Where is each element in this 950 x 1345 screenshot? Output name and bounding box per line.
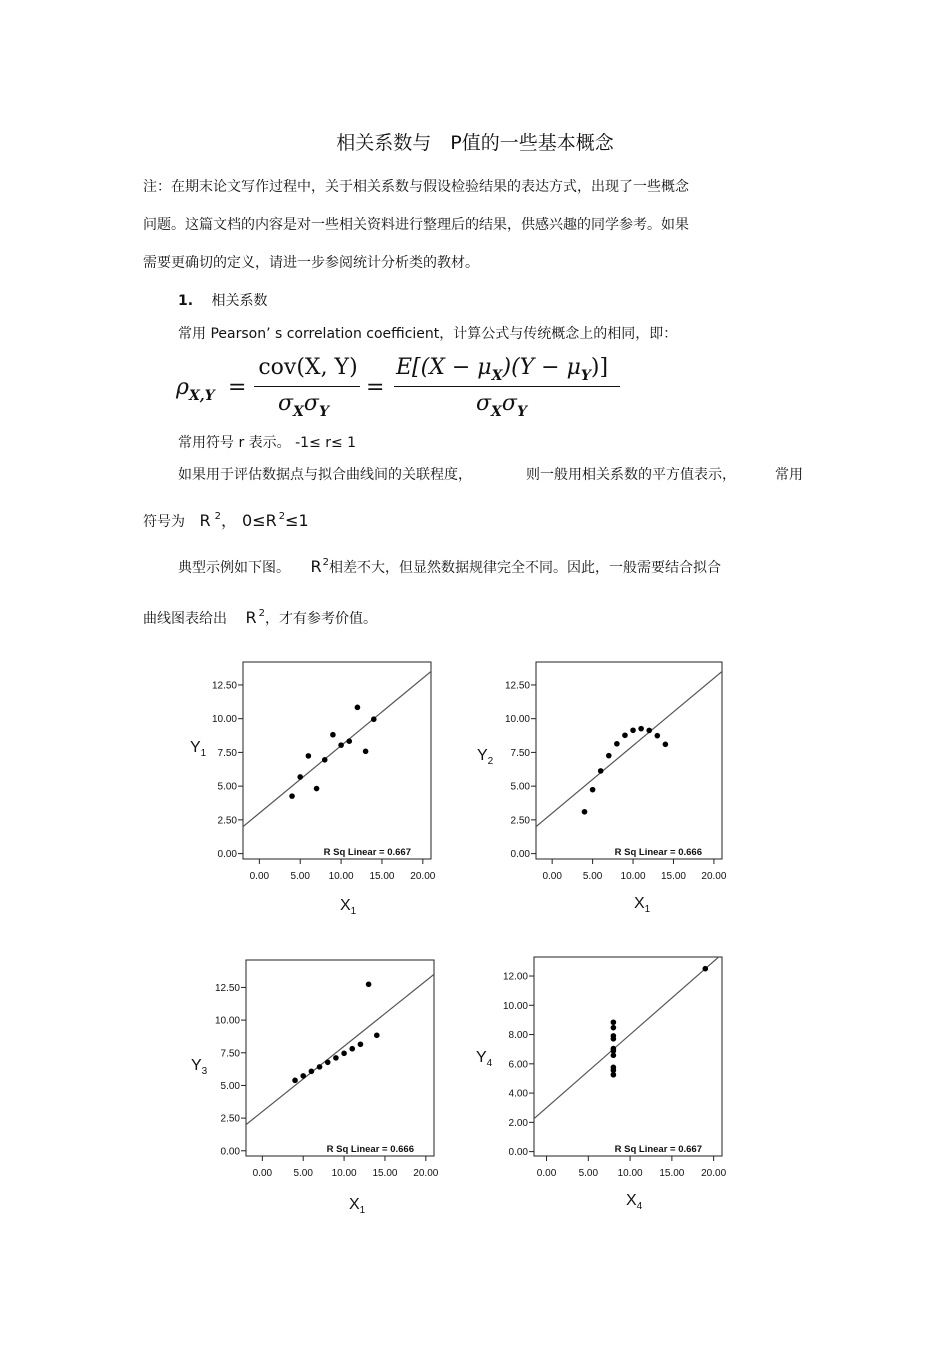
data-point <box>582 809 588 815</box>
y-tick-label: 2.50 <box>220 1113 240 1125</box>
data-point <box>611 1025 617 1031</box>
data-point <box>611 1033 617 1039</box>
y-tick-label: 5.00 <box>217 781 237 793</box>
data-point <box>333 1055 339 1061</box>
r2-symbol-line: 符号为 R $^2$， 0≤R $^2$≤1 <box>143 511 309 530</box>
data-point <box>646 728 652 734</box>
data-point <box>630 727 636 733</box>
x-tick-label: 10.00 <box>328 871 354 882</box>
data-point <box>338 742 344 748</box>
y-tick-label: 5.00 <box>220 1080 240 1092</box>
data-point <box>358 1041 364 1047</box>
data-point <box>655 733 661 739</box>
data-point <box>374 1032 380 1038</box>
y-tick-label: 12.50 <box>504 680 530 692</box>
y-tick-label: 8.00 <box>508 1030 528 1042</box>
data-point <box>611 1065 617 1071</box>
x-tick-label: 5.00 <box>582 871 603 882</box>
plot-frame <box>536 662 722 859</box>
y-tick-label: 12.00 <box>502 971 528 983</box>
data-point <box>346 738 352 744</box>
x-axis-label: $X_1$ <box>634 895 651 915</box>
r-sq-annotation: R Sq Linear = 0.666 <box>614 847 702 858</box>
y-tick-label: 12.50 <box>211 680 237 692</box>
data-point <box>622 732 628 738</box>
curve-line: 曲线图表给出 R $^2$，才有参考价值。 <box>143 608 377 627</box>
formula-eq-2: = <box>366 375 385 400</box>
y-tick-label: 12.50 <box>214 982 240 994</box>
data-point <box>611 1019 617 1025</box>
x-tick-label: 10.00 <box>620 871 646 882</box>
x-tick-label: 15.00 <box>659 1168 685 1179</box>
formula-eq-1: = <box>228 375 247 400</box>
symbol-line: 常用符号 r 表示。 -1≤ r≤ 1 <box>178 435 357 451</box>
data-point <box>309 1069 315 1075</box>
scatter-chart-3 <box>191 960 439 1216</box>
y-axis-label: $Y_4$ <box>476 1049 493 1069</box>
y-axis-label: $Y_3$ <box>191 1057 208 1077</box>
y-tick-label: 5.00 <box>510 781 530 793</box>
y-tick-label: 0.00 <box>217 849 237 861</box>
example-line: 典型示例如下图。 $R^2$相差不大，但显然数据规律完全不同。因此，一般需要结合拟合 <box>178 557 721 576</box>
intro-line: 常用 Pearson’ s correlation coefficient，计算公式与传统概念上的相同，即： <box>178 326 678 342</box>
formula-den-1: $\sigma_X\sigma_Y$ <box>278 391 329 420</box>
x-tick-label: 5.00 <box>290 871 310 882</box>
data-point <box>297 774 303 780</box>
y-tick-label: 4.00 <box>508 1088 528 1100</box>
y-tick-label: 0.00 <box>508 1147 528 1159</box>
fit-line-a: 如果用于评估数据点与拟合曲线间的关联程度， <box>178 467 472 483</box>
x-tick-label: 10.00 <box>617 1168 643 1179</box>
x-tick-label: 0.00 <box>249 871 270 882</box>
x-axis-label: $X_1$ <box>340 897 357 917</box>
data-point <box>366 982 372 988</box>
y-axis-label: $Y_2$ <box>477 747 494 767</box>
data-point <box>355 705 361 711</box>
x-tick-label: 5.00 <box>293 1168 313 1179</box>
section-number: 1. <box>178 293 194 309</box>
y-tick-label: 10.00 <box>214 1015 240 1027</box>
x-tick-label: 20.00 <box>410 871 436 882</box>
x-tick-label: 15.00 <box>372 1168 398 1179</box>
formula-num-1: cov(X, Y) <box>258 355 358 380</box>
data-point <box>611 1046 617 1052</box>
r-sq-annotation: R Sq Linear = 0.666 <box>326 1144 414 1155</box>
y-tick-label: 2.00 <box>508 1117 528 1129</box>
data-point <box>638 726 644 732</box>
section-title: 相关系数 <box>211 293 268 309</box>
x-tick-label: 20.00 <box>701 871 727 882</box>
y-tick-label: 10.00 <box>504 714 530 726</box>
plot-frame <box>534 957 722 1156</box>
x-tick-label: 0.00 <box>536 1168 557 1179</box>
data-point <box>702 966 708 972</box>
x-tick-label: 15.00 <box>660 871 686 882</box>
x-tick-label: 5.00 <box>578 1168 599 1179</box>
x-tick-label: 15.00 <box>369 871 395 882</box>
data-point <box>341 1050 347 1056</box>
data-point <box>325 1060 331 1066</box>
x-tick-label: 20.00 <box>701 1168 727 1179</box>
x-tick-label: 20.00 <box>413 1168 439 1179</box>
x-axis-label: $X_4$ <box>626 1192 643 1212</box>
y-tick-label: 10.00 <box>211 714 237 726</box>
r-sq-annotation: R Sq Linear = 0.667 <box>323 847 411 858</box>
page-title: 相关系数与 P值的一些基本概念 <box>336 132 614 154</box>
data-point <box>349 1046 355 1052</box>
y-tick-label: 0.00 <box>220 1146 240 1158</box>
data-point <box>663 742 669 748</box>
y-tick-label: 7.50 <box>220 1048 240 1060</box>
data-point <box>300 1073 306 1079</box>
data-point <box>598 768 604 774</box>
plot-frame <box>243 662 431 859</box>
note-line-3: 需要更确切的定义，请进一步参阅统计分析类的教材。 <box>143 255 479 271</box>
y-tick-label: 0.00 <box>510 849 530 861</box>
data-point <box>330 732 336 738</box>
y-tick-label: 2.50 <box>510 815 530 827</box>
x-tick-label: 0.00 <box>542 871 562 882</box>
x-axis-label: $X_1$ <box>349 1196 366 1216</box>
fit-line-c: 常用 <box>775 467 803 483</box>
data-point <box>306 753 312 759</box>
fit-line-b: 则一般用相关系数的平方值表示， <box>526 467 736 483</box>
data-point <box>322 757 328 763</box>
y-tick-label: 7.50 <box>217 747 237 759</box>
y-axis-label: $Y_1$ <box>190 739 207 759</box>
data-point <box>314 786 320 792</box>
data-point <box>289 793 295 799</box>
scatter-chart-2 <box>477 662 727 915</box>
formula-num-2: $E[(X - \mu_X)(Y - \mu_Y)]$ <box>396 355 609 384</box>
scatter-chart-4 <box>476 954 727 1212</box>
data-point <box>317 1064 323 1070</box>
data-point <box>590 787 596 793</box>
note-line-1: 注：在期末论文写作过程中，关于相关系数与假设检验结果的表达方式，出现了一些概念 <box>143 179 689 195</box>
data-point <box>363 749 369 755</box>
note-line-2: 问题。这篇文档的内容是对一些相关资料进行整理后的结果，供感兴趣的同学参考。如果 <box>143 217 689 233</box>
y-tick-label: 10.00 <box>502 1000 528 1012</box>
data-point <box>606 753 612 759</box>
plot-frame <box>246 960 434 1156</box>
data-point <box>614 741 620 747</box>
x-tick-label: 0.00 <box>252 1168 273 1179</box>
r-sq-annotation: R Sq Linear = 0.667 <box>614 1144 702 1155</box>
data-point <box>292 1078 298 1084</box>
y-tick-label: 2.50 <box>217 815 237 827</box>
data-point <box>371 716 377 722</box>
formula-den-2: $\sigma_X\sigma_Y$ <box>476 391 527 420</box>
y-tick-label: 6.00 <box>508 1059 528 1071</box>
formula-rho: $\rho_{X,Y}$ <box>176 375 215 404</box>
y-tick-label: 7.50 <box>510 747 530 759</box>
x-tick-label: 10.00 <box>331 1168 357 1179</box>
scatter-chart-1 <box>190 662 436 917</box>
